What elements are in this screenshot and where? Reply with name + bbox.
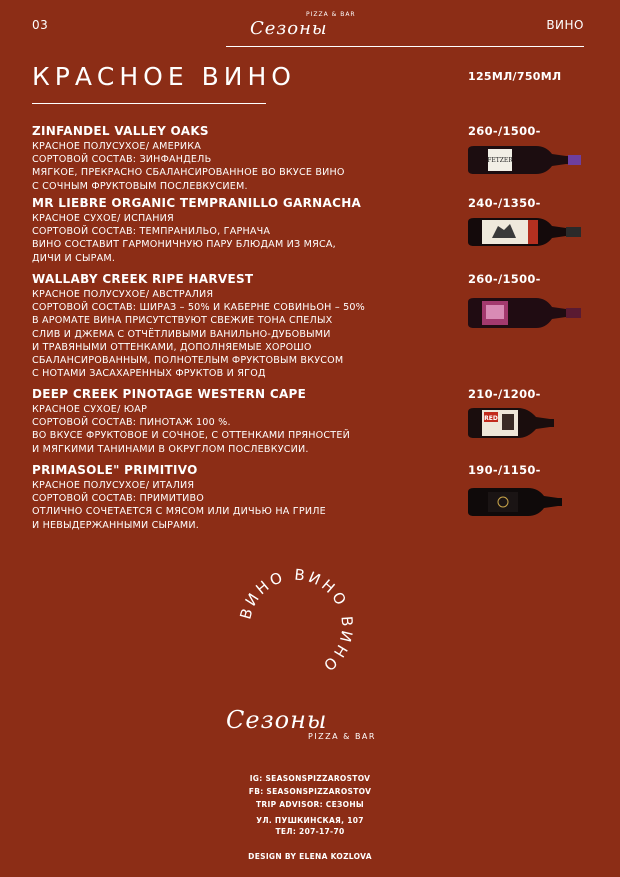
footer-logo-script: Сезоны [226, 706, 328, 734]
wine-desc-line: И ТРАВЯНЫМИ ОТТЕНКАМИ, ДОПОЛНЯЕМЫЕ ХОРОШО [32, 341, 312, 353]
wine-item [32, 387, 350, 456]
header-logo-script: Сезоны [250, 18, 328, 39]
wine-desc-line: ОТЛИЧНО СОЧЕТАЕТСЯ С МЯСОМ ИЛИ ДИЧЬЮ НА ГРИЛЕ [32, 506, 326, 518]
wine-desc-line: ВО ВКУСЕ ФРУКТОВОЕ И СОЧНОЕ, С ОТТЕНКАМИ ПРЯНОСТЕЙ [32, 430, 350, 442]
wine-bottle-image [466, 296, 586, 330]
wine-price: 240-/1350- [468, 196, 541, 210]
emblem-text: ВИНО ВИНО ВИНО [236, 565, 357, 677]
wine-price: 210-/1200- [468, 387, 541, 401]
wine-desc-line: СОРТОВОЙ СОСТАВ: ПИНОТАЖ 100 %. [32, 417, 231, 429]
wine-desc-line: И МЯГКИМИ ТАНИНАМИ В ОКРУГЛОМ ПОСЛЕВКУСИИ. [32, 443, 309, 455]
wine-name: WALLABY CREEK RIPE HARVEST [32, 272, 254, 286]
facebook-handle[interactable]: FB: SEASONSPIZZAROSTOV [248, 787, 372, 796]
wine-desc-line: СОРТОВОЙ СОСТАВ: ЗИНФАНДЕЛЬ [32, 154, 212, 166]
address: УЛ. ПУШКИНСКАЯ, 107 [256, 816, 364, 825]
wine-desc-line: СБАЛАНСИРОВАННЫМ, ПОЛНОТЕЛЫМ ФРУКТОВЫМ ВКУСОМ [32, 355, 344, 367]
wine-name: DEEP CREEK PINOTAGE WESTERN CAPE [32, 387, 307, 401]
wine-name: MR LIEBRE ORGANIC TEMPRANILLO GARNACHA [32, 196, 362, 210]
wine-desc-line: КРАСНОЕ СУХОЕ/ ИСПАНИЯ [32, 213, 174, 224]
phone[interactable]: ТЕЛ: 207-17-70 [275, 827, 345, 836]
wine-item [32, 272, 365, 380]
wine-desc-line: С СОЧНЫМ ФРУКТОВЫМ ПОСЛЕВКУСИЕМ. [32, 180, 248, 192]
instagram-handle[interactable]: IG: SEASONSPIZZAROSTOV [249, 774, 371, 783]
section-label: ВИНО [546, 18, 584, 32]
volume-header: 125МЛ/750МЛ [468, 70, 562, 83]
wine-bottle-image [466, 406, 586, 440]
wine-name: PRIMASOLE" PRIMITIVO [32, 463, 198, 477]
wine-item [32, 196, 361, 265]
wine-desc-line: КРАСНОЕ ПОЛУСУХОЕ/ АМЕРИКА [32, 141, 202, 152]
wine-price: 190-/1150- [468, 463, 541, 477]
footer-logo-sub: PIZZA & BAR [308, 732, 376, 741]
wine-desc-line: КРАСНОЕ ПОЛУСУХОЕ/ ИТАЛИЯ [32, 480, 195, 491]
wine-price: 260-/1500- [468, 124, 541, 138]
wine-bottle-image [466, 486, 586, 518]
wine-bottle-image [466, 144, 586, 176]
footer-logo[interactable] [226, 700, 396, 746]
page-number: 03 [32, 18, 49, 32]
wine-desc-line: СОРТОВОЙ СОСТАВ: ШИРАЗ – 50% И КАБЕРНЕ СОВИНЬОН – 50% [32, 302, 365, 314]
wine-desc-line: ВИНО СОСТАВИТ ГАРМОНИЧНУЮ ПАРУ БЛЮДАМ ИЗ МЯСА, [32, 239, 336, 251]
wine-desc-line: СЛИВ И ДЖЕМА С ОТЧЁТЛИВЫМИ ВАНИЛЬНО-ДУБОВЫМИ [32, 328, 331, 340]
wine-emblem [226, 556, 366, 696]
wine-desc-line: ДИЧИ И СЫРАМ. [32, 252, 116, 264]
wine-desc-line: В АРОМАТЕ ВИНА ПРИСУТСТВУЮТ СВЕЖИЕ ТОНА СПЕЛЫХ [32, 315, 333, 327]
wine-desc-line: СОРТОВОЙ СОСТАВ: ПРИМИТИВО [32, 493, 205, 505]
header-divider [226, 46, 584, 47]
header-logo[interactable] [250, 8, 370, 42]
wine-desc-line: СОРТОВОЙ СОСТАВ: ТЕМПРАНИЛЬО, ГАРНАЧА [32, 226, 271, 238]
title-underline [32, 103, 266, 104]
tripadvisor-handle[interactable]: TRIP ADVISOR: СЕЗОНЫ [256, 800, 364, 809]
page-title: КРАСНОЕ ВИНО [32, 62, 296, 91]
header-logo-sub: PIZZA & BAR [306, 11, 356, 18]
wine-name: ZINFANDEL VALLEY OAKS [32, 124, 209, 138]
svg-text:ВИНО ВИНО ВИНО [236, 566, 356, 677]
wine-desc-line: МЯГКОЕ, ПРЕКРАСНО СБАЛАНСИРОВАННОЕ ВО ВКУСЕ ВИНО [32, 167, 345, 179]
wine-desc-line: КРАСНОЕ ПОЛУСУХОЕ/ АВСТРАЛИЯ [32, 289, 214, 300]
design-credit: DESIGN BY ELENA KOZLOVA [248, 852, 372, 861]
wine-bottle-image [466, 216, 586, 248]
wine-price: 260-/1500- [468, 272, 541, 286]
wine-item [32, 463, 326, 532]
wine-desc-line: И НЕВЫДЕРЖАННЫМИ СЫРАМИ. [32, 519, 199, 531]
wine-item [32, 124, 345, 193]
bottle-label-text: FETZER [487, 157, 513, 164]
bottle-label-text: RED [484, 415, 498, 422]
wine-desc-line: КРАСНОЕ СУХОЕ/ ЮАР [32, 404, 148, 415]
wine-desc-line: С НОТАМИ ЗАСАХАРЕННЫХ ФРУКТОВ И ЯГОД [32, 368, 266, 380]
